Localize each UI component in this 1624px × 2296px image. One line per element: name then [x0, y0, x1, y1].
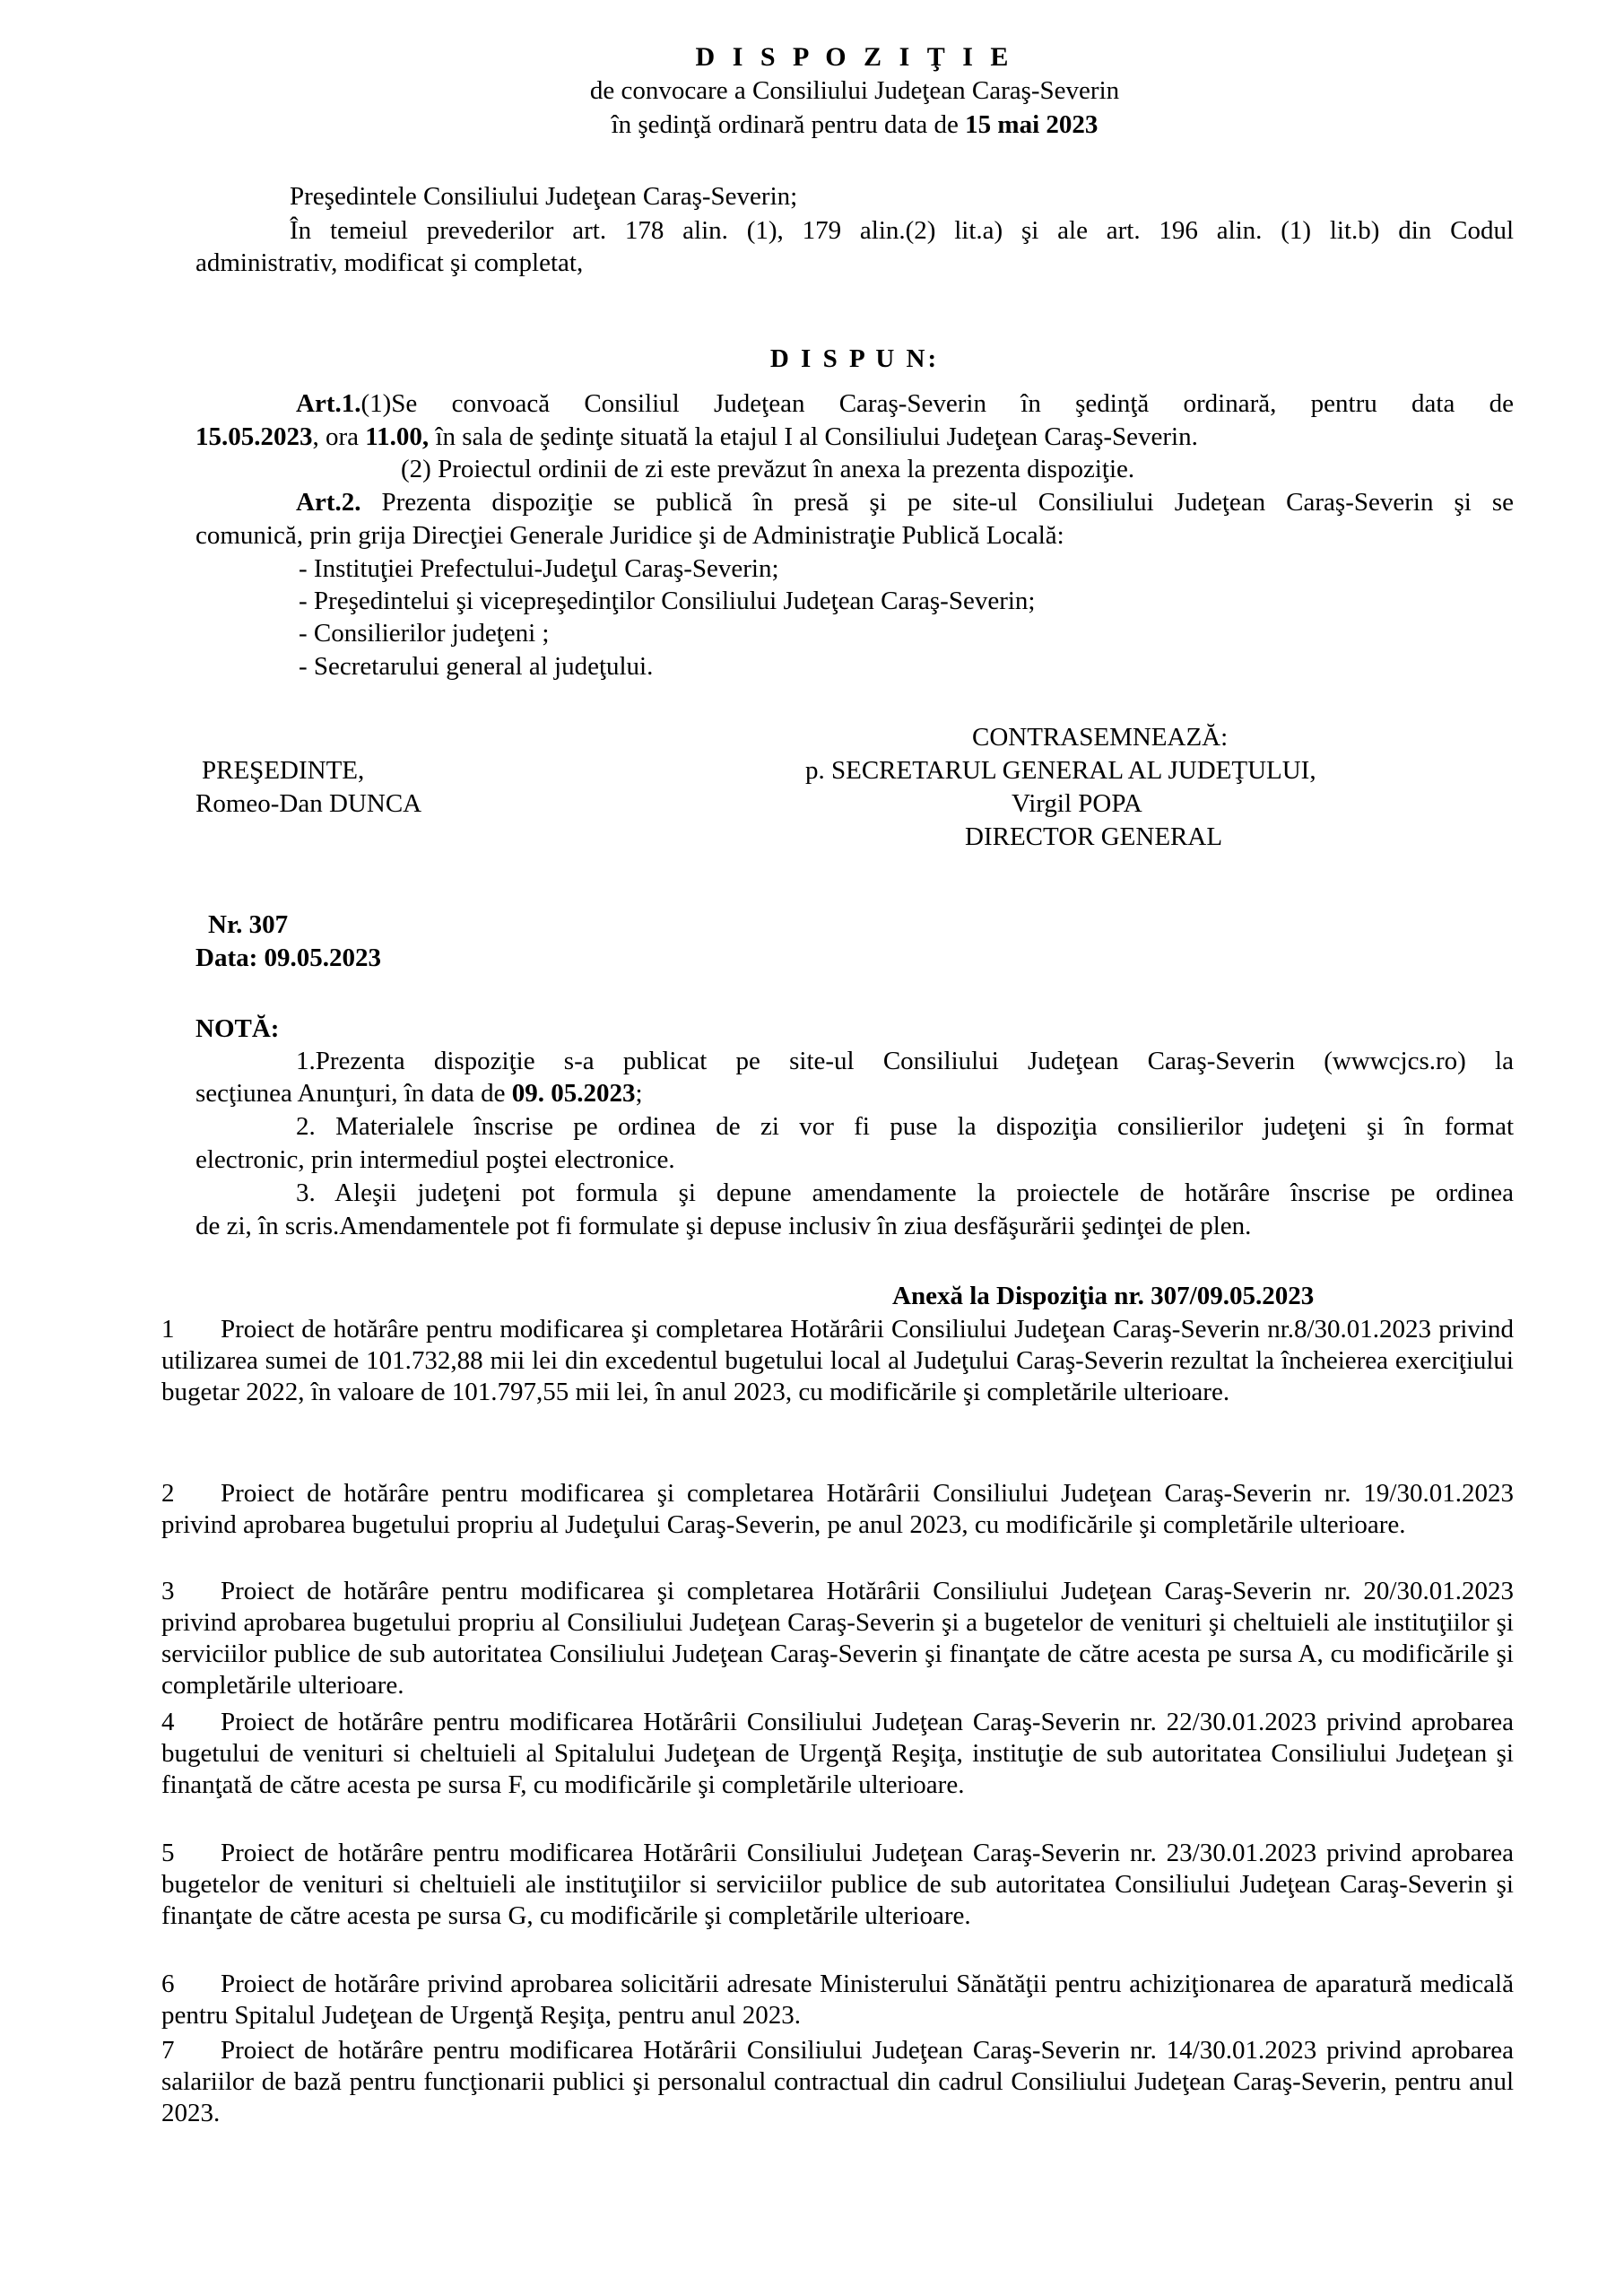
anexa-item: 7 Proiect de hotărâre pentru modificarea Hotărârii Consiliului Judeţean Caraş-Severin nr. 14/30.01.2023 privind aprobarea salariilor de bază pentru funcţionarii publici şi personalul contractual din cadrul Consiliului Judeţean Caraş-Severin, pentru anul 2023. — [161, 2036, 1514, 2127]
document-title: D I S P O Z I Ţ I E — [695, 42, 1014, 72]
anexa-title: Anexă la Dispoziţia nr. 307/09.05.2023 — [892, 1282, 1315, 1310]
contrasemneaza-heading: CONTRASEMNEAZĂ: — [972, 723, 1229, 752]
anexa-item: 3 Proiect de hotărâre pentru modificarea şi completarea Hotărârii Consiliului Judeţean Caraş-Severin nr. 20/30.01.2023 privind aprobarea bugetului propriu al Consiliului Judeţean Caraş-Severin şi a bugetelor de venituri şi cheltuieli ale instituţiilor şi serviciilor publice de sub autoritatea Consiliului Judeţean Caraş-Severin şi finanţate de către acesta pe sursa A, cu modificările şi completările ulterioare. — [161, 1577, 1514, 1700]
art1-label: Art.1. — [296, 389, 361, 418]
art2-label: Art.2. — [296, 488, 361, 517]
nota-label: NOTĂ: — [195, 1014, 280, 1043]
recipient-item: - Consilierilor judeţeni ; — [299, 619, 550, 648]
anexa-item: 5 Proiect de hotărâre pentru modificarea Hotărârii Consiliului Judeţean Caraş-Severin nr. 23/30.01.2023 privind aprobarea bugetelor de venituri si cheltuieli ale instituţiilor si serviciilor publice de sub autoritatea Consiliului Judeţean Caraş-Severin şi finanţate de către acesta pe sursa G, cu modificările şi completările ulterioare. — [161, 1839, 1514, 1930]
registration-date: Data: 09.05.2023 — [195, 944, 382, 972]
nota-item: 1.Prezenta dispoziţie s-a publicat pe site-ul Consiliului Judeţean Caraş-Severin (wwwcjcs.ro) la — [296, 1047, 1514, 1075]
secretar-title: p. SECRETARUL GENERAL AL JUDEŢULUI, — [805, 756, 1316, 785]
art1-line: 15.05.2023, ora 11.00, în sala de şedinţe situată la etajul I al Consiliului Judeţean Caraş-Severin. — [195, 422, 1198, 451]
preamble-line: Preşedintele Consiliului Judeţean Caraş-Severin; — [290, 182, 798, 211]
anexa-item: 6 Proiect de hotărâre privind aprobarea solicitării adresate Ministerului Sănătăţii pentru achiziţionarea de aparatură medicală pentru Spitalul Judeţean de Urgenţă Reşiţa, pentru anul 2023. — [161, 1970, 1514, 2030]
art2-line: comunică, prin grija Direcţiei Generale Juridice şi de Administraţie Publică Locală: — [195, 521, 1064, 550]
secretar-role: DIRECTOR GENERAL — [965, 822, 1223, 851]
preamble-line: În temeiul prevederilor art. 178 alin. (1), 179 alin.(2) lit.a) şi ale art. 196 alin. (1) lit.b) din Codul — [290, 216, 1514, 245]
art1-alin2: (2) Proiectul ordinii de zi este prevăzut în anexa la prezenta dispoziţie. — [401, 455, 1135, 483]
recipient-item: - Secretarului general al judeţului. — [299, 652, 654, 681]
art1-line: Art.1.(1)Se convoacă Consiliul Judeţean Caraş-Severin în şedinţă ordinară, pentru data de — [296, 389, 1514, 418]
recipient-item: - Instituţiei Prefectului-Judeţul Caraş-Severin; — [299, 554, 779, 583]
anexa-item: 1 Proiect de hotărâre pentru modificarea şi completarea Hotărârii Consiliului Judeţean Caraş-Severin nr.8/30.01.2023 privind utilizarea sumei de 101.732,88 mii lei din excedentul bugetului local al Judeţului Caraş-Severin rezultat la încheierea exerciţiului bugetar 2022, în valoare de 101.797,55 mii lei, în anul 2023, cu modificările şi completările ulterioare. — [161, 1315, 1514, 1406]
document-subtitle-date-line: în şedinţă ordinară pentru data de 15 mai 2023 — [611, 110, 1099, 139]
nota-item: secţiunea Anunţuri, în data de 09. 05.2023; — [195, 1079, 643, 1108]
registration-number: Nr. 307 — [208, 910, 289, 939]
meeting-date: 15 mai 2023 — [965, 110, 1099, 139]
anexa-item: 2 Proiect de hotărâre pentru modificarea şi completarea Hotărârii Consiliului Judeţean Caraş-Severin nr. 19/30.01.2023 privind aprobarea bugetului propriu al Judeţului Caraş-Severin, pe anul 2023, cu modificările şi completările ulterioare. — [161, 1479, 1514, 1539]
presedinte-name: Romeo-Dan DUNCA — [195, 789, 422, 818]
recipient-item: - Preşedintelui şi vicepreşedinţilor Consiliului Judeţean Caraş-Severin; — [299, 587, 1036, 615]
art2-line: Art.2. Prezenta dispoziţie se publică în presă şi pe site-ul Consiliului Judeţean Caraş-Severin şi se — [296, 488, 1514, 517]
secretar-name: Virgil POPA — [1012, 789, 1142, 818]
nota-item: electronic, prin intermediul poştei electronice. — [195, 1145, 675, 1174]
document-subtitle: de convocare a Consiliului Judeţean Caraş-Severin — [589, 76, 1120, 105]
nota-item: 2. Materialele înscrise pe ordinea de zi vor fi puse la dispoziţia consilierilor judeţeni şi în format — [296, 1112, 1514, 1141]
anexa-item: 4 Proiect de hotărâre pentru modificarea Hotărârii Consiliului Judeţean Caraş-Severin nr. 22/30.01.2023 privind aprobarea bugetului de venituri si cheltuieli al Spitalului Judeţean de Urgenţă Reşiţa, instituţie de sub autoritatea Consiliului Judeţean şi finanţată de către acesta pe sursa F, cu modificările şi completările ulterioare. — [161, 1708, 1514, 1799]
dispun-heading: D I S P U N: — [769, 344, 940, 373]
nota-item: 3. Aleşii judeţeni pot formula şi depune amendamente la proiectele de hotărâre înscrise pe ordinea — [296, 1178, 1514, 1207]
preamble-line: administrativ, modificat şi completat, — [195, 248, 584, 277]
presedinte-title: PREŞEDINTE, — [202, 756, 365, 785]
nota-item: de zi, în scris.Amendamentele pot fi formulate şi depuse inclusiv în ziua desfăşurării şedinţei de plen. — [195, 1212, 1252, 1240]
